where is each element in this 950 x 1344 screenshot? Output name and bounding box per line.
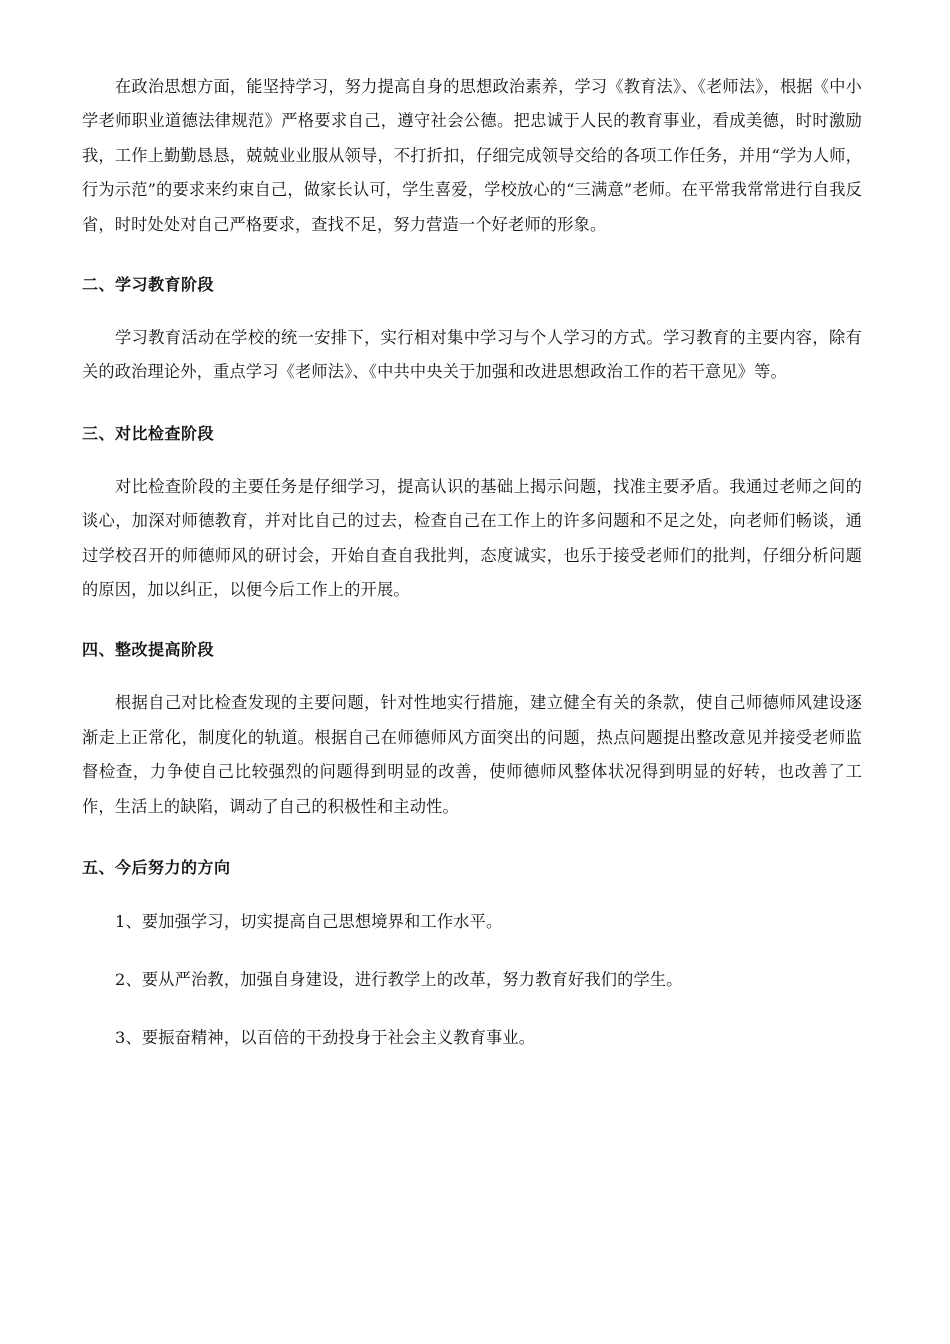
- intro-paragraph: 在政治思想方面，能坚持学习，努力提高自身的思想政治素养，学习《教育法》、《老师法》，根据《中小学老师职业道德法律规范》严格要求自己，遵守社会公德。把忠诚于人民的教育事业，看成美德，时时激励我，工作上勤勤恳恳，兢兢业业服从领导，不打折扣，仔细完成领导交给的各项工作任务，并用“学为人师，行为示范”的要求来约束自己，做家长认可，学生喜爱，学校放心的“三满意”老师。在平常我常常进行自我反省，时时处处对自己严格要求，查找不足，努力营造一个好老师的形象。: [82, 77, 862, 234]
- section-heading-study-education: 二、学习教育阶段: [82, 275, 215, 295]
- section-paragraph-rectification: 根据自己对比检查发现的主要问题，针对性地实行措施，建立健全有关的条款，使自己师德师风建设逐渐走上正常化，制度化的轨道。根据自己在师德师风方面突出的问题，热点问题提出整改意见并接受老师监督检查，力争使自己比较强烈的问题得到明显的改善，使师德师风整体状况得到明显的好转，也改善了工作，生活上的缺陷，调动了自己的积极性和主动性。: [82, 693, 862, 816]
- list-item: 3、要振奋精神，以百倍的干劲投身于社会主义教育事业。: [115, 1028, 536, 1048]
- section-paragraph-comparison-check: 对比检查阶段的主要任务是仔细学习，提高认识的基础上揭示问题，找准主要矛盾。我通过老师之间的谈心，加深对师德教育，并对比自己的过去，检查自己在工作上的许多问题和不足之处，向老师们畅谈，通过学校召开的师德师风的研讨会，开始自查自我批判，态度诚实，也乐于接受老师们的批判，仔细分析问题的原因，加以纠正，以便今后工作上的开展。: [82, 476, 862, 600]
- section-heading-future-direction: 五、今后努力的方向: [82, 858, 231, 878]
- section-paragraph-study-education: 学习教育活动在学校的统一安排下，实行相对集中学习与个人学习的方式。学习教育的主要内容，除有关的政治理论外，重点学习《老师法》、《中共中央关于加强和改进思想政治工作的若干意见》等。: [82, 328, 862, 382]
- document-page: [82, 70, 862, 1050]
- list-item: 1、要加强学习，切实提高自己思想境界和工作水平。: [115, 912, 503, 932]
- section-heading-rectification: 四、整改提高阶段: [82, 640, 215, 660]
- section-heading-comparison-check: 三、对比检查阶段: [82, 423, 215, 443]
- list-item: 2、要从严治教，加强自身建设，进行教学上的改革，努力教育好我们的学生。: [115, 970, 683, 990]
